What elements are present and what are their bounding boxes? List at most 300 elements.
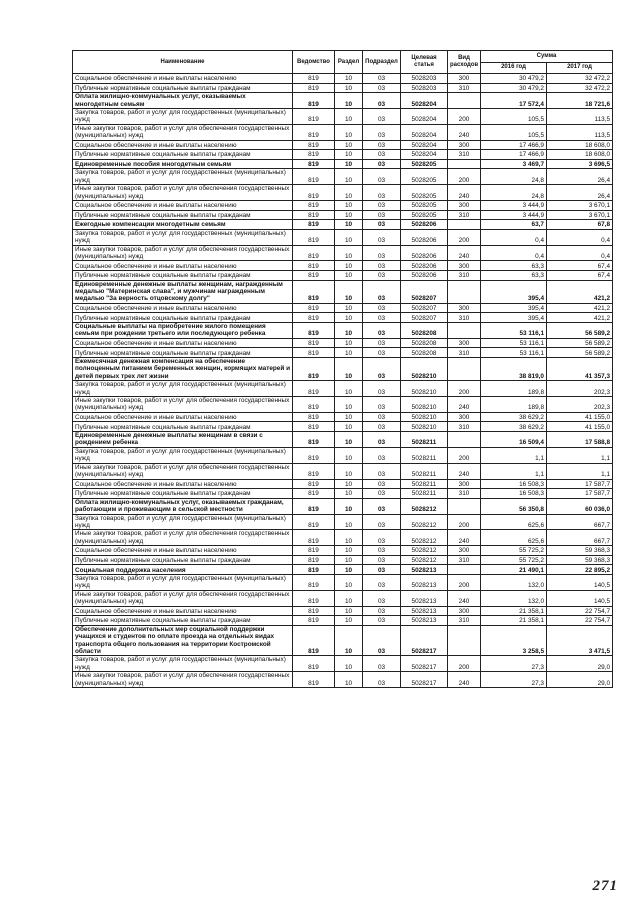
table-row xyxy=(73,565,613,575)
cell-vid-rashodov: 240 xyxy=(448,245,481,261)
cell-sum-2017: 18 608,0 xyxy=(547,150,613,160)
cell-sum-2016: 625,6 xyxy=(481,514,547,530)
cell-sum-2017: 41 155,0 xyxy=(547,422,613,432)
cell-podrazdel: 03 xyxy=(363,463,401,479)
cell-vedomstvo: 819 xyxy=(293,432,335,448)
cell-vedomstvo: 819 xyxy=(293,616,335,626)
cell-podrazdel: 03 xyxy=(363,672,401,688)
cell-celevaya-statya: 5028204 xyxy=(401,150,448,160)
cell-razdel: 10 xyxy=(335,412,363,422)
cell-celevaya-statya: 5028212 xyxy=(401,530,448,546)
table-row xyxy=(73,245,613,261)
cell-name: Социальное обеспечение и иные выплаты населению xyxy=(73,606,293,616)
table-row xyxy=(73,397,613,413)
cell-vid-rashodov: 240 xyxy=(448,463,481,479)
cell-podrazdel: 03 xyxy=(363,83,401,93)
cell-razdel: 10 xyxy=(335,498,363,514)
cell-name: Оплата жилищно-коммунальных услуг, оказываемых гражданам, работающим и проживающим в сельской местности xyxy=(73,498,293,514)
cell-podrazdel: 03 xyxy=(363,109,401,125)
cell-podrazdel: 03 xyxy=(363,338,401,348)
table-row xyxy=(73,150,613,160)
cell-sum-2016: 395,4 xyxy=(481,313,547,323)
cell-podrazdel: 03 xyxy=(363,169,401,185)
table-row xyxy=(73,210,613,220)
cell-name: Социальное обеспечение и иные выплаты населению xyxy=(73,338,293,348)
cell-vid-rashodov: 240 xyxy=(448,672,481,688)
cell-vedomstvo: 819 xyxy=(293,530,335,546)
cell-sum-2016: 53 116,1 xyxy=(481,348,547,358)
cell-vedomstvo: 819 xyxy=(293,280,335,303)
cell-vid-rashodov: 200 xyxy=(448,229,481,245)
cell-razdel: 10 xyxy=(335,169,363,185)
cell-vedomstvo: 819 xyxy=(293,323,335,339)
cell-razdel: 10 xyxy=(335,261,363,271)
cell-razdel: 10 xyxy=(335,93,363,109)
cell-sum-2016: 105,5 xyxy=(481,124,547,140)
cell-podrazdel: 03 xyxy=(363,422,401,432)
cell-sum-2016: 16 509,4 xyxy=(481,432,547,448)
cell-sum-2017: 113,5 xyxy=(547,109,613,125)
cell-sum-2016: 16 508,3 xyxy=(481,489,547,499)
cell-name: Единовременные пособия многодетным семьям xyxy=(73,159,293,169)
table-row xyxy=(73,422,613,432)
cell-razdel: 10 xyxy=(335,303,363,313)
table-row xyxy=(73,93,613,109)
cell-celevaya-statya: 5028217 xyxy=(401,625,448,656)
cell-vid-rashodov: 310 xyxy=(448,210,481,220)
cell-sum-2017: 421,2 xyxy=(547,280,613,303)
cell-sum-2017: 29,0 xyxy=(547,672,613,688)
table-row xyxy=(73,323,613,339)
table-row xyxy=(73,616,613,626)
cell-name: Закупка товаров, работ и услуг для государственных (муниципальных) нужд xyxy=(73,574,293,590)
cell-razdel: 10 xyxy=(335,280,363,303)
cell-vid-rashodov xyxy=(448,565,481,575)
cell-name: Публичные нормативные социальные выплаты гражданам xyxy=(73,489,293,499)
cell-podrazdel: 03 xyxy=(363,271,401,281)
cell-vedomstvo: 819 xyxy=(293,422,335,432)
cell-podrazdel: 03 xyxy=(363,412,401,422)
cell-vedomstvo: 819 xyxy=(293,210,335,220)
cell-podrazdel: 03 xyxy=(363,625,401,656)
header-vid-rashodov: Вид расходов xyxy=(448,51,481,74)
cell-celevaya-statya: 5028207 xyxy=(401,280,448,303)
cell-name: Публичные нормативные социальные выплаты гражданам xyxy=(73,210,293,220)
cell-vid-rashodov: 310 xyxy=(448,83,481,93)
cell-name: Публичные нормативные социальные выплаты гражданам xyxy=(73,348,293,358)
cell-name: Социальное обеспечение и иные выплаты населению xyxy=(73,74,293,84)
cell-celevaya-statya: 5028211 xyxy=(401,447,448,463)
cell-celevaya-statya: 5028208 xyxy=(401,323,448,339)
table-row xyxy=(73,169,613,185)
cell-celevaya-statya: 5028210 xyxy=(401,412,448,422)
cell-celevaya-statya: 5028203 xyxy=(401,83,448,93)
cell-sum-2017: 18 721,6 xyxy=(547,93,613,109)
cell-vedomstvo: 819 xyxy=(293,245,335,261)
table-row xyxy=(73,303,613,313)
cell-sum-2017: 3 471,5 xyxy=(547,625,613,656)
cell-vedomstvo: 819 xyxy=(293,150,335,160)
cell-vedomstvo: 819 xyxy=(293,338,335,348)
cell-podrazdel: 03 xyxy=(363,498,401,514)
cell-name: Иные закупки товаров, работ и услуг для обеспечения государственных (муниципальных) нужд xyxy=(73,463,293,479)
cell-name: Публичные нормативные социальные выплаты гражданам xyxy=(73,616,293,626)
cell-celevaya-statya: 5028211 xyxy=(401,489,448,499)
cell-sum-2016: 21 358,1 xyxy=(481,616,547,626)
header-name: Наименование xyxy=(73,51,293,74)
cell-sum-2016: 21 358,1 xyxy=(481,606,547,616)
cell-celevaya-statya: 5028213 xyxy=(401,606,448,616)
cell-sum-2017: 0,4 xyxy=(547,245,613,261)
cell-podrazdel: 03 xyxy=(363,323,401,339)
cell-podrazdel: 03 xyxy=(363,185,401,201)
table-row xyxy=(73,672,613,688)
cell-name: Иные закупки товаров, работ и услуг для обеспечения государственных (муниципальных) нужд xyxy=(73,245,293,261)
table-row xyxy=(73,656,613,672)
cell-sum-2017: 32 472,2 xyxy=(547,74,613,84)
cell-vid-rashodov: 300 xyxy=(448,338,481,348)
table-row xyxy=(73,479,613,489)
cell-vedomstvo: 819 xyxy=(293,555,335,565)
cell-vedomstvo: 819 xyxy=(293,498,335,514)
cell-razdel: 10 xyxy=(335,210,363,220)
cell-sum-2016: 3 444,9 xyxy=(481,210,547,220)
cell-vedomstvo: 819 xyxy=(293,625,335,656)
cell-podrazdel: 03 xyxy=(363,447,401,463)
cell-name: Публичные нормативные социальные выплаты гражданам xyxy=(73,150,293,160)
cell-sum-2016: 63,3 xyxy=(481,261,547,271)
cell-vedomstvo: 819 xyxy=(293,229,335,245)
cell-vid-rashodov: 240 xyxy=(448,124,481,140)
cell-vid-rashodov xyxy=(448,220,481,230)
cell-podrazdel: 03 xyxy=(363,530,401,546)
cell-podrazdel: 03 xyxy=(363,229,401,245)
cell-razdel: 10 xyxy=(335,514,363,530)
table-row xyxy=(73,229,613,245)
table-row xyxy=(73,625,613,656)
table-row xyxy=(73,463,613,479)
cell-razdel: 10 xyxy=(335,574,363,590)
cell-sum-2017: 26,4 xyxy=(547,169,613,185)
cell-vedomstvo: 819 xyxy=(293,140,335,150)
cell-podrazdel: 03 xyxy=(363,616,401,626)
cell-vid-rashodov: 300 xyxy=(448,140,481,150)
cell-celevaya-statya: 5028211 xyxy=(401,479,448,489)
cell-vedomstvo: 819 xyxy=(293,574,335,590)
cell-podrazdel: 03 xyxy=(363,313,401,323)
cell-celevaya-statya: 5028206 xyxy=(401,220,448,230)
cell-sum-2016: 38 629,2 xyxy=(481,412,547,422)
cell-podrazdel: 03 xyxy=(363,74,401,84)
cell-vid-rashodov xyxy=(448,323,481,339)
cell-razdel: 10 xyxy=(335,555,363,565)
cell-name: Закупка товаров, работ и услуг для государственных (муниципальных) нужд xyxy=(73,514,293,530)
cell-celevaya-statya: 5028210 xyxy=(401,422,448,432)
cell-podrazdel: 03 xyxy=(363,348,401,358)
cell-vedomstvo: 819 xyxy=(293,169,335,185)
cell-vedomstvo: 819 xyxy=(293,109,335,125)
cell-vid-rashodov xyxy=(448,625,481,656)
cell-razdel: 10 xyxy=(335,229,363,245)
cell-sum-2016: 0,4 xyxy=(481,245,547,261)
cell-vid-rashodov: 240 xyxy=(448,185,481,201)
cell-vedomstvo: 819 xyxy=(293,303,335,313)
cell-vedomstvo: 819 xyxy=(293,220,335,230)
cell-razdel: 10 xyxy=(335,201,363,211)
cell-sum-2017: 41 357,3 xyxy=(547,358,613,381)
table-row xyxy=(73,271,613,281)
cell-vedomstvo: 819 xyxy=(293,565,335,575)
header-year-2017: 2017 год xyxy=(547,62,613,74)
cell-razdel: 10 xyxy=(335,185,363,201)
cell-name: Публичные нормативные социальные выплаты гражданам xyxy=(73,271,293,281)
cell-razdel: 10 xyxy=(335,124,363,140)
cell-razdel: 10 xyxy=(335,422,363,432)
cell-razdel: 10 xyxy=(335,616,363,626)
cell-razdel: 10 xyxy=(335,546,363,556)
table-row xyxy=(73,74,613,84)
table-row xyxy=(73,338,613,348)
cell-vid-rashodov: 200 xyxy=(448,514,481,530)
table-row xyxy=(73,447,613,463)
cell-vid-rashodov xyxy=(448,358,481,381)
cell-razdel: 10 xyxy=(335,245,363,261)
cell-vedomstvo: 819 xyxy=(293,463,335,479)
cell-sum-2017: 667,7 xyxy=(547,530,613,546)
cell-sum-2016: 395,4 xyxy=(481,280,547,303)
cell-vedomstvo: 819 xyxy=(293,313,335,323)
cell-celevaya-statya: 5028206 xyxy=(401,245,448,261)
table-row xyxy=(73,606,613,616)
cell-vedomstvo: 819 xyxy=(293,590,335,606)
cell-celevaya-statya: 5028205 xyxy=(401,159,448,169)
cell-celevaya-statya: 5028206 xyxy=(401,261,448,271)
table-row xyxy=(73,514,613,530)
cell-sum-2016: 189,8 xyxy=(481,381,547,397)
cell-razdel: 10 xyxy=(335,140,363,150)
cell-razdel: 10 xyxy=(335,381,363,397)
cell-sum-2016: 17 466,9 xyxy=(481,140,547,150)
cell-name: Ежегодные компенсации многодетным семьям xyxy=(73,220,293,230)
cell-sum-2016: 132,0 xyxy=(481,590,547,606)
cell-sum-2017: 17 587,7 xyxy=(547,489,613,499)
cell-name: Социальное обеспечение и иные выплаты населению xyxy=(73,303,293,313)
cell-sum-2016: 38 819,0 xyxy=(481,358,547,381)
cell-name: Иные закупки товаров, работ и услуг для обеспечения государственных (муниципальных) нужд xyxy=(73,124,293,140)
table-row xyxy=(73,83,613,93)
table-row xyxy=(73,261,613,271)
cell-name: Оплата жилищно-коммунальных услуг, оказываемых многодетным семьям xyxy=(73,93,293,109)
cell-celevaya-statya: 5028205 xyxy=(401,210,448,220)
cell-celevaya-statya: 5028217 xyxy=(401,672,448,688)
cell-sum-2017: 67,4 xyxy=(547,271,613,281)
cell-vedomstvo: 819 xyxy=(293,546,335,556)
cell-celevaya-statya: 5028208 xyxy=(401,338,448,348)
cell-sum-2016: 0,4 xyxy=(481,229,547,245)
cell-razdel: 10 xyxy=(335,220,363,230)
cell-name: Обеспечение дополнительных мер социальной поддержки учащихся и студентов по оплате проезда на отдельных видах транспорта общего пользования на территории Костромской области xyxy=(73,625,293,656)
cell-name: Закупка товаров, работ и услуг для государственных (муниципальных) нужд xyxy=(73,447,293,463)
page-number: 271 xyxy=(592,878,618,894)
cell-podrazdel: 03 xyxy=(363,565,401,575)
cell-name: Закупка товаров, работ и услуг для государственных (муниципальных) нужд xyxy=(73,169,293,185)
cell-sum-2017: 67,8 xyxy=(547,220,613,230)
cell-name: Социальное обеспечение и иные выплаты населению xyxy=(73,261,293,271)
table-body xyxy=(73,74,613,688)
cell-sum-2016: 132,0 xyxy=(481,574,547,590)
cell-sum-2017: 26,4 xyxy=(547,185,613,201)
cell-name: Закупка товаров, работ и услуг для государственных (муниципальных) нужд xyxy=(73,229,293,245)
cell-sum-2017: 140,5 xyxy=(547,574,613,590)
cell-vid-rashodov: 300 xyxy=(448,546,481,556)
cell-name: Иные закупки товаров, работ и услуг для обеспечения государственных (муниципальных) нужд xyxy=(73,185,293,201)
cell-name: Закупка товаров, работ и услуг для государственных (муниципальных) нужд xyxy=(73,656,293,672)
cell-vid-rashodov: 200 xyxy=(448,169,481,185)
cell-name: Социальная поддержка населения xyxy=(73,565,293,575)
cell-vid-rashodov: 310 xyxy=(448,555,481,565)
cell-sum-2017: 1,1 xyxy=(547,463,613,479)
cell-sum-2016: 17 572,4 xyxy=(481,93,547,109)
header-summa: Сумма xyxy=(481,51,613,63)
cell-podrazdel: 03 xyxy=(363,280,401,303)
table-row xyxy=(73,280,613,303)
cell-vid-rashodov: 310 xyxy=(448,150,481,160)
cell-vid-rashodov: 310 xyxy=(448,271,481,281)
cell-sum-2016: 3 258,5 xyxy=(481,625,547,656)
cell-sum-2016: 27,3 xyxy=(481,672,547,688)
cell-sum-2017: 202,3 xyxy=(547,381,613,397)
cell-name: Публичные нормативные социальные выплаты гражданам xyxy=(73,555,293,565)
cell-sum-2016: 55 725,2 xyxy=(481,555,547,565)
cell-podrazdel: 03 xyxy=(363,397,401,413)
cell-razdel: 10 xyxy=(335,463,363,479)
cell-celevaya-statya: 5028212 xyxy=(401,498,448,514)
cell-vedomstvo: 819 xyxy=(293,261,335,271)
table-row xyxy=(73,185,613,201)
table-row xyxy=(73,546,613,556)
cell-sum-2017: 41 155,0 xyxy=(547,412,613,422)
table-row xyxy=(73,140,613,150)
cell-podrazdel: 03 xyxy=(363,546,401,556)
cell-celevaya-statya: 5028207 xyxy=(401,303,448,313)
cell-vid-rashodov: 240 xyxy=(448,590,481,606)
cell-name: Социальное обеспечение и иные выплаты населению xyxy=(73,140,293,150)
cell-sum-2017: 56 589,2 xyxy=(547,348,613,358)
cell-podrazdel: 03 xyxy=(363,479,401,489)
cell-sum-2016: 395,4 xyxy=(481,303,547,313)
cell-podrazdel: 03 xyxy=(363,358,401,381)
table-row xyxy=(73,348,613,358)
table-row xyxy=(73,220,613,230)
cell-vedomstvo: 819 xyxy=(293,271,335,281)
cell-vid-rashodov xyxy=(448,498,481,514)
cell-razdel: 10 xyxy=(335,323,363,339)
cell-razdel: 10 xyxy=(335,338,363,348)
cell-vedomstvo: 819 xyxy=(293,479,335,489)
cell-vedomstvo: 819 xyxy=(293,83,335,93)
cell-vedomstvo: 819 xyxy=(293,358,335,381)
cell-sum-2016: 38 629,2 xyxy=(481,422,547,432)
cell-vid-rashodov: 310 xyxy=(448,348,481,358)
table-row xyxy=(73,412,613,422)
cell-celevaya-statya: 5028211 xyxy=(401,432,448,448)
cell-vid-rashodov: 300 xyxy=(448,412,481,422)
cell-sum-2017: 22 895,2 xyxy=(547,565,613,575)
cell-razdel: 10 xyxy=(335,397,363,413)
cell-vid-rashodov: 200 xyxy=(448,447,481,463)
cell-sum-2017: 59 368,3 xyxy=(547,555,613,565)
cell-vedomstvo: 819 xyxy=(293,124,335,140)
cell-vid-rashodov: 240 xyxy=(448,530,481,546)
cell-vedomstvo: 819 xyxy=(293,606,335,616)
cell-celevaya-statya: 5028210 xyxy=(401,358,448,381)
cell-razdel: 10 xyxy=(335,83,363,93)
cell-vid-rashodov: 200 xyxy=(448,381,481,397)
cell-razdel: 10 xyxy=(335,530,363,546)
cell-vid-rashodov: 200 xyxy=(448,574,481,590)
cell-vedomstvo: 819 xyxy=(293,381,335,397)
cell-podrazdel: 03 xyxy=(363,432,401,448)
cell-vid-rashodov xyxy=(448,93,481,109)
cell-vedomstvo: 819 xyxy=(293,656,335,672)
cell-podrazdel: 03 xyxy=(363,381,401,397)
cell-sum-2016: 24,8 xyxy=(481,185,547,201)
cell-podrazdel: 03 xyxy=(363,140,401,150)
cell-sum-2017: 56 589,2 xyxy=(547,338,613,348)
cell-celevaya-statya: 5028208 xyxy=(401,348,448,358)
table-row xyxy=(73,555,613,565)
cell-razdel: 10 xyxy=(335,150,363,160)
cell-name: Публичные нормативные социальные выплаты гражданам xyxy=(73,313,293,323)
cell-razdel: 10 xyxy=(335,447,363,463)
cell-sum-2017: 29,0 xyxy=(547,656,613,672)
cell-sum-2017: 202,3 xyxy=(547,397,613,413)
cell-sum-2016: 27,3 xyxy=(481,656,547,672)
cell-vedomstvo: 819 xyxy=(293,159,335,169)
cell-sum-2016: 189,8 xyxy=(481,397,547,413)
cell-podrazdel: 03 xyxy=(363,210,401,220)
cell-celevaya-statya: 5028204 xyxy=(401,124,448,140)
table-row xyxy=(73,432,613,448)
cell-podrazdel: 03 xyxy=(363,150,401,160)
cell-celevaya-statya: 5028205 xyxy=(401,201,448,211)
table-row xyxy=(73,498,613,514)
cell-podrazdel: 03 xyxy=(363,590,401,606)
cell-razdel: 10 xyxy=(335,109,363,125)
cell-celevaya-statya: 5028204 xyxy=(401,109,448,125)
cell-razdel: 10 xyxy=(335,313,363,323)
cell-sum-2016: 3 469,7 xyxy=(481,159,547,169)
cell-sum-2016: 625,6 xyxy=(481,530,547,546)
cell-name: Иные закупки товаров, работ и услуг для обеспечения государственных (муниципальных) нужд xyxy=(73,397,293,413)
cell-razdel: 10 xyxy=(335,159,363,169)
table-row xyxy=(73,313,613,323)
cell-sum-2016: 55 725,2 xyxy=(481,546,547,556)
cell-celevaya-statya: 5028212 xyxy=(401,555,448,565)
cell-name: Закупка товаров, работ и услуг для государственных (муниципальных) нужд xyxy=(73,109,293,125)
cell-name: Публичные нормативные социальные выплаты гражданам xyxy=(73,83,293,93)
cell-vedomstvo: 819 xyxy=(293,489,335,499)
cell-vid-rashodov: 300 xyxy=(448,201,481,211)
cell-celevaya-statya: 5028203 xyxy=(401,74,448,84)
cell-podrazdel: 03 xyxy=(363,159,401,169)
cell-celevaya-statya: 5028210 xyxy=(401,397,448,413)
cell-name: Социальное обеспечение и иные выплаты населению xyxy=(73,412,293,422)
table-row xyxy=(73,201,613,211)
cell-sum-2017: 56 589,2 xyxy=(547,323,613,339)
cell-vid-rashodov: 300 xyxy=(448,74,481,84)
cell-podrazdel: 03 xyxy=(363,606,401,616)
